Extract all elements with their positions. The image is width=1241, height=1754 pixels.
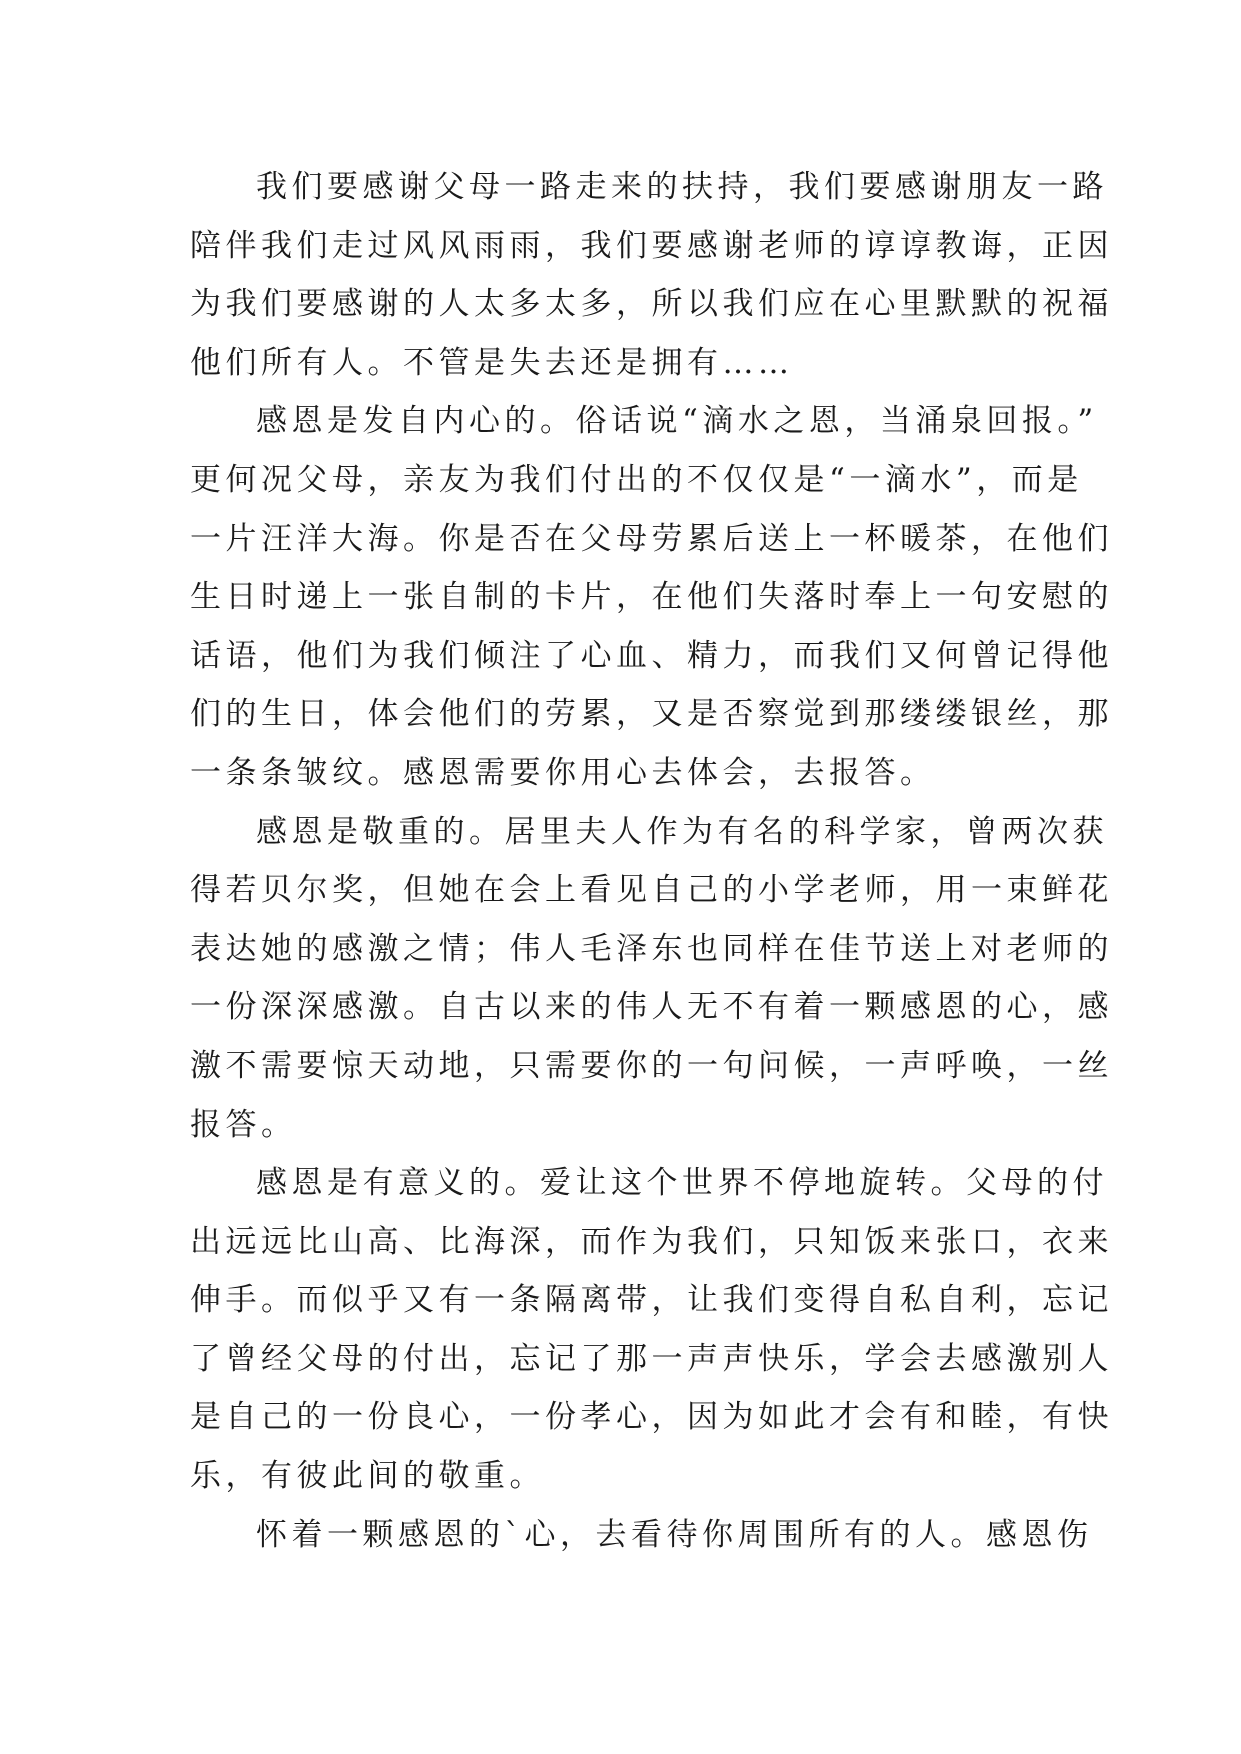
- text-line: 出远远比山高、比海深，而作为我们，只知饭来张口，衣来: [190, 1223, 1113, 1260]
- text-line: 生日时递上一张自制的卡片，在他们失落时奉上一句安慰的: [190, 579, 1113, 616]
- text-line: 为我们要感谢的人太多太多，所以我们应在心里默默的祝福: [190, 286, 1113, 323]
- text-line: 报答。: [190, 1106, 297, 1143]
- text-line: 伸手。而似乎又有一条隔离带，让我们变得自私自利，忘记: [190, 1282, 1113, 1319]
- paragraph-4: [190, 1154, 1113, 1506]
- text-line: 乐，有彼此间的敬重。: [190, 1458, 545, 1495]
- text-line: 怀着一颗感恩的`心，去看待你周围所有的人。感恩伤: [256, 1516, 1093, 1553]
- text-line: 了曾经父母的付出，忘记了那一声声快乐，学会去感激别人: [190, 1340, 1113, 1377]
- text-line: 是自己的一份良心，一份孝心，因为如此才会有和睦，有快: [190, 1399, 1113, 1436]
- text-line: 更何况父母，亲友为我们付出的不仅仅是“一滴水”，而是: [190, 461, 1083, 498]
- paragraph-1: [190, 158, 1113, 392]
- text-line: 一片汪洋大海。你是否在父母劳累后送上一杯暖茶，在他们: [190, 520, 1113, 557]
- text-line: 们的生日，体会他们的劳累，又是否察觉到那缕缕银丝，那: [190, 696, 1113, 733]
- text-line: 一份深深感激。自古以来的伟人无不有着一颗感恩的心，感: [190, 989, 1113, 1026]
- text-line: 感恩是敬重的。居里夫人作为有名的科学家，曾两次获: [256, 813, 1108, 850]
- text-line: 感恩是发自内心的。俗话说“滴水之恩，当涌泉回报。”: [256, 403, 1098, 440]
- text-line: 他们所有人。不管是失去还是拥有……: [190, 344, 794, 381]
- text-line: 感恩是有意义的。爱让这个世界不停地旋转。父母的付: [256, 1165, 1108, 1202]
- text-line: 我们要感谢父母一路走来的扶持，我们要感谢朋友一路: [256, 169, 1108, 205]
- text-line: 陪伴我们走过风风雨雨，我们要感谢老师的谆谆教诲，正因: [190, 227, 1113, 264]
- text-line: 激不需要惊天动地，只需要你的一句问候，一声呼唤，一丝: [190, 1047, 1113, 1084]
- text-line: 表达她的感激之情；伟人毛泽东也同样在佳节送上对老师的: [190, 930, 1113, 967]
- paragraph-2: [190, 392, 1113, 802]
- text-line: 得若贝尔奖，但她在会上看见自己的小学老师，用一束鲜花: [190, 872, 1113, 909]
- body-text: [190, 158, 1113, 1564]
- text-line: 一条条皱纹。感恩需要你用心去体会，去报答。: [190, 754, 936, 791]
- text-line: 话语，他们为我们倾注了心血、精力，而我们又何曾记得他: [190, 637, 1113, 674]
- paragraph-5: [190, 1506, 1093, 1565]
- paragraph-3: [190, 803, 1113, 1155]
